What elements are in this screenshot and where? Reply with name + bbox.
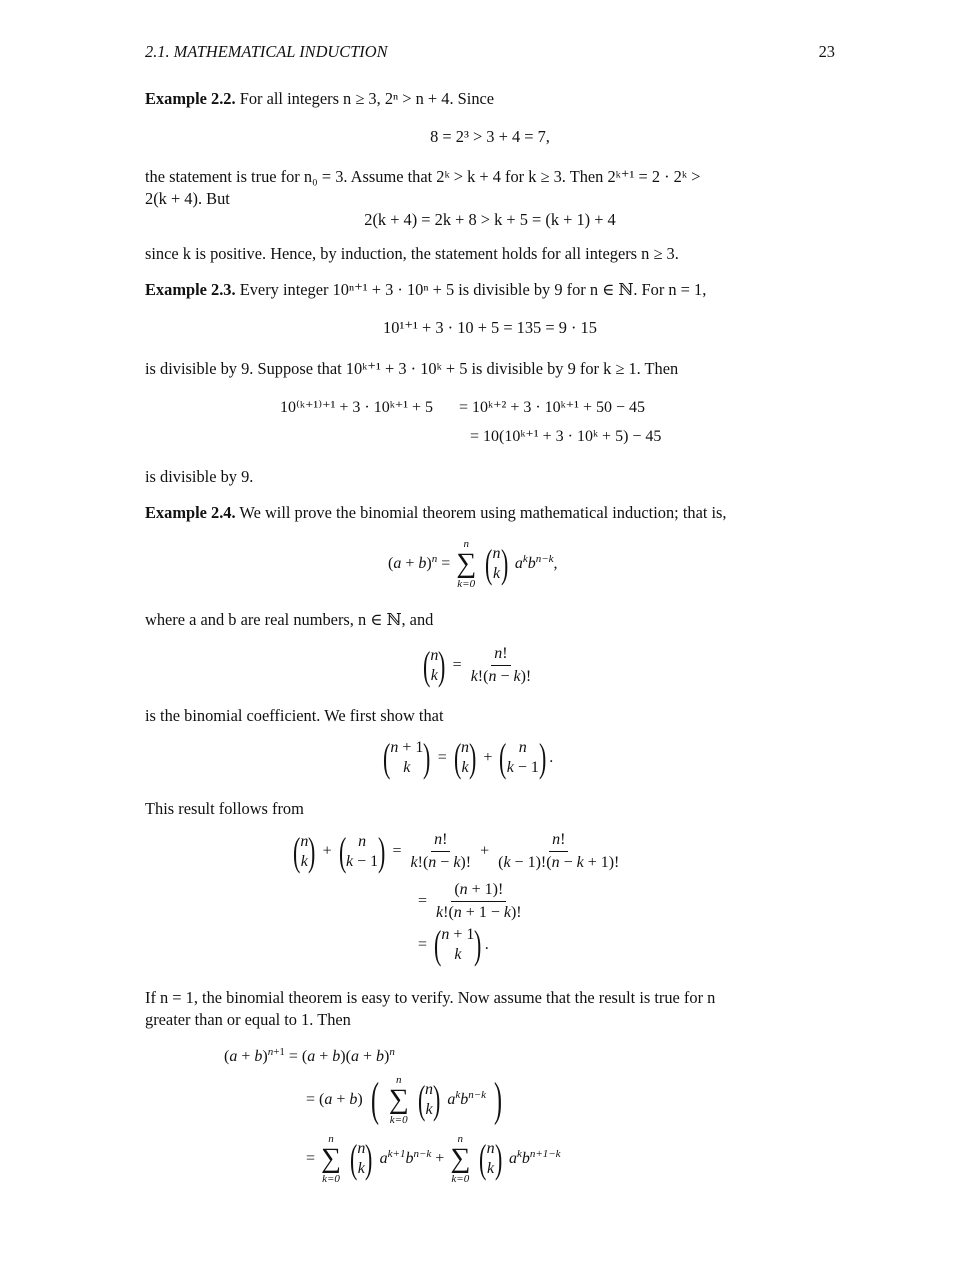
- example-2-2-intro: [145, 88, 835, 110]
- section-title: 2.1. MATHEMATICAL INDUCTION: [145, 42, 388, 61]
- example-text: For all integers n ≥ 3, 2ⁿ > n + 4. Since: [239, 89, 495, 108]
- binomial-coefficient: ( n k ): [485, 541, 508, 586]
- equation-rhs: = 10(10ᵏ⁺¹ + 3 · 10ᵏ + 5) − 45: [470, 428, 662, 445]
- pascal-identity: ( n + 1 k ) = ( n k ) + ( n k − 1 ) .: [382, 735, 554, 780]
- derivation-line-2: = $\frac{(n + 1)!}{k!(n + 1 - k)!}$: [418, 881, 522, 921]
- paragraph: is the binomial coefficient. We first show that: [145, 706, 444, 725]
- example-label: Example 2.2.: [145, 89, 236, 108]
- equation: 10¹⁺¹ + 3 · 10 + 5 = 135 = 9 · 15: [383, 318, 597, 337]
- example-label: Example 2.3.: [145, 280, 236, 299]
- running-header: [145, 42, 835, 62]
- example-label: Example 2.4.: [145, 503, 236, 522]
- paragraph: This result follows from: [145, 799, 304, 818]
- example-text: Every integer 10ⁿ⁺¹ + 3 · 10ⁿ + 5 is divisible by 9 for n ∈ ℕ. For n = 1,: [239, 280, 707, 299]
- sum-symbol: n ∑ k=0: [456, 538, 477, 590]
- paragraph: is divisible by 9.: [145, 467, 254, 486]
- binomial-definition: ( n k ) = $\frac{n!}{k!(n - k)!}$: [422, 642, 532, 688]
- paragraph-line: the statement is true for n₀ = 3. Assume that 2ᵏ > k + 4 for k ≥ 3. Then 2ᵏ⁺¹ = 2 · 2ᵏ >: [145, 167, 701, 186]
- equation-rhs: = 10ᵏ⁺² + 3 · 10ᵏ⁺¹ + 50 − 45: [459, 399, 645, 416]
- paragraph: is divisible by 9. Suppose that 10ᵏ⁺¹ + 3 · 10ᵏ + 5 is divisible by 9 for k ≥ 1. Then: [145, 359, 679, 378]
- induction-line-3: = n ∑ k=0 ( n k ) $a^{k+1}b^{n-k}$ + n ∑ k=0 ( n k ) $a^kb^{n+1-k}$: [306, 1133, 561, 1185]
- paragraph-line: 2(k + 4). But: [145, 189, 230, 208]
- equation: 8 = 2³ > 3 + 4 = 7,: [430, 127, 550, 146]
- example-text: We will prove the binomial theorem using mathematical induction; that is,: [239, 503, 727, 522]
- induction-line-1: $(a + b)^{n+1} = (a + b)(a + b)^n$: [224, 1046, 395, 1065]
- example-2-4-intro: [145, 502, 835, 524]
- derivation-line-1: ( n k ) + ( n k − 1 ) = $\frac{n!}{k!(n - k)!}$ + $\frac{n!}{(k - 1)!(n - k + 1)!}$: [292, 828, 620, 874]
- binomial-theorem-equation: $(a + b)^n$ = n ∑ k=0 ( n k ) $a^kb^{n-k}$,: [388, 538, 558, 590]
- paragraph: [145, 166, 835, 210]
- example-2-3-intro: [145, 279, 835, 301]
- paragraph-line: If n = 1, the binomial theorem is easy to verify. Now assume that the result is true for n: [145, 988, 716, 1007]
- equation-lhs: 10⁽ᵏ⁺¹⁾⁺¹ + 3 · 10ᵏ⁺¹ + 5: [280, 399, 434, 416]
- page-number: 23: [818, 42, 835, 61]
- paragraph: since k is positive. Hence, by induction, the statement holds for all integers n ≥ 3.: [145, 244, 679, 263]
- paragraph: [145, 987, 835, 1031]
- paragraph-line: greater than or equal to 1. Then: [145, 1010, 351, 1029]
- derivation-line-3: = ( n + 1 k ) .: [418, 922, 489, 967]
- equation: 2(k + 4) = 2k + 8 > k + 5 = (k + 1) + 4: [364, 210, 616, 229]
- induction-line-2: = (a + b) ( n ∑ k=0 ( n k ) $a^kb^{n-k}$ ): [306, 1073, 503, 1126]
- paragraph: where a and b are real numbers, n ∈ ℕ, and: [145, 610, 434, 629]
